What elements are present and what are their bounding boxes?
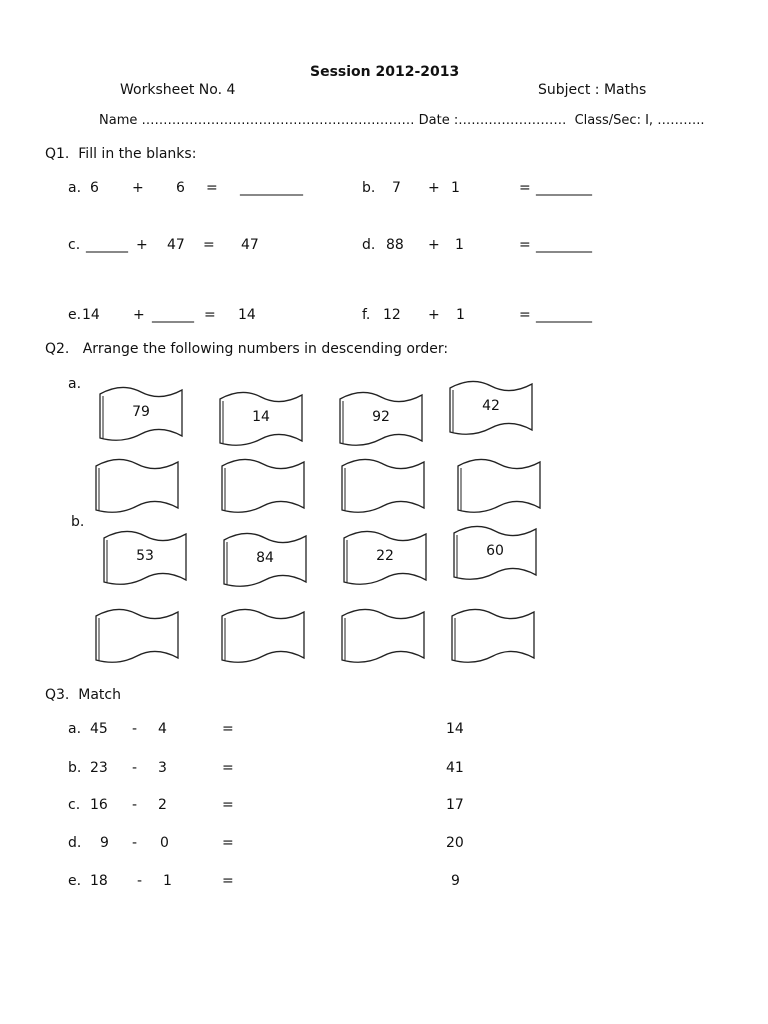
q1-operand-a: 7 xyxy=(392,180,401,196)
number-flag xyxy=(450,523,540,583)
q1-operand-b: 1 xyxy=(455,237,464,253)
q3-match-option[interactable]: 17 xyxy=(446,797,464,813)
q1-operand-b: 6 xyxy=(176,180,185,196)
number-flag xyxy=(100,528,190,588)
number-flag xyxy=(340,528,430,588)
number-flag xyxy=(220,530,310,590)
q3-operand-b: 0 xyxy=(160,835,169,851)
flag-number: 79 xyxy=(132,404,150,420)
q1-answer-blank[interactable]: ________ xyxy=(536,180,592,196)
q1-operand-a: 6 xyxy=(90,180,99,196)
q2-set-a-label: a. xyxy=(68,376,82,392)
q1-operator: + xyxy=(428,307,440,323)
q1-equals: = xyxy=(204,307,216,323)
q1-answer-blank[interactable]: ________ xyxy=(536,237,592,253)
q3-operator: - xyxy=(132,797,138,813)
q3-match-option[interactable]: 20 xyxy=(446,835,464,851)
q1-answer-blank[interactable]: ________ xyxy=(536,307,592,323)
q2-set-b-label: b. xyxy=(71,514,85,530)
q3-equals: = xyxy=(222,760,234,776)
number-flag xyxy=(96,384,186,444)
q1-operand-b: 1 xyxy=(456,307,465,323)
q1-operand-b: 1 xyxy=(451,180,460,196)
q1-item-label: e. xyxy=(68,307,82,323)
flag-number: 92 xyxy=(372,409,390,425)
q1-item-label: b. xyxy=(362,180,376,196)
q1-operator: + xyxy=(132,180,144,196)
q3-item-label: e. xyxy=(68,873,82,889)
q1-item-label: a. xyxy=(68,180,82,196)
q2-title: Q2. Arrange the following numbers in descending order: xyxy=(45,341,449,357)
q3-operand-a: 23 xyxy=(90,760,108,776)
q1-equals: = xyxy=(519,307,531,323)
q3-operand-a: 16 xyxy=(90,797,108,813)
number-flag xyxy=(336,389,426,449)
q3-equals: = xyxy=(222,721,234,737)
q3-equals: = xyxy=(222,835,234,851)
flag-number: 53 xyxy=(136,548,154,564)
q3-title: Q3. Match xyxy=(45,687,121,703)
q3-equals: = xyxy=(222,797,234,813)
worksheet-number: Worksheet No. 4 xyxy=(120,82,236,98)
q1-equals: = xyxy=(519,237,531,253)
q3-operand-b: 4 xyxy=(158,721,167,737)
q1-equals: = xyxy=(206,180,218,196)
q3-operand-b: 1 xyxy=(163,873,172,889)
q1-operand-a: 14 xyxy=(82,307,100,323)
answer-flag[interactable] xyxy=(218,606,308,666)
answer-flag[interactable] xyxy=(218,456,308,516)
q3-equals: = xyxy=(222,873,234,889)
flag-number: 14 xyxy=(252,409,270,425)
q3-item-label: b. xyxy=(68,760,82,776)
answer-flag[interactable] xyxy=(454,456,544,516)
q1-answer-blank[interactable]: ______ xyxy=(86,237,128,253)
q1-result: 14 xyxy=(238,307,256,323)
q1-operator: + xyxy=(133,307,145,323)
q3-operand-a: 18 xyxy=(90,873,108,889)
session-title: Session 2012-2013 xyxy=(310,64,460,80)
q3-operand-a: 45 xyxy=(90,721,108,737)
flag-number: 84 xyxy=(256,550,274,566)
q1-operand-a: 88 xyxy=(386,237,404,253)
q3-match-option[interactable]: 9 xyxy=(451,873,460,889)
number-flag xyxy=(446,378,536,438)
q3-operand-b: 3 xyxy=(158,760,167,776)
answer-flag[interactable] xyxy=(92,606,182,666)
q3-item-label: a. xyxy=(68,721,82,737)
q3-operator: - xyxy=(137,873,143,889)
subject-label: Subject : Maths xyxy=(538,82,647,98)
q1-operator: + xyxy=(428,180,440,196)
q3-match-option[interactable]: 14 xyxy=(446,721,464,737)
answer-flag[interactable] xyxy=(338,606,428,666)
q1-operand-a: 12 xyxy=(383,307,401,323)
q3-operand-a: 9 xyxy=(100,835,109,851)
q3-operator: - xyxy=(132,835,138,851)
q1-equals: = xyxy=(519,180,531,196)
answer-flag[interactable] xyxy=(448,606,538,666)
q3-operand-b: 2 xyxy=(158,797,167,813)
q1-operator: + xyxy=(428,237,440,253)
q1-operand-b: 47 xyxy=(167,237,185,253)
number-flag xyxy=(216,389,306,449)
flag-number: 42 xyxy=(482,398,500,414)
q3-operator: - xyxy=(132,760,138,776)
q1-answer-blank[interactable]: ______ xyxy=(152,307,194,323)
q1-answer-blank[interactable]: _________ xyxy=(240,180,303,196)
flag-number: 22 xyxy=(376,548,394,564)
answer-flag[interactable] xyxy=(92,456,182,516)
name-date-class-line: Name ……………………………………………………… Date :…….……………… Class/Sec: I, ……….. xyxy=(99,113,705,128)
q1-item-label: d. xyxy=(362,237,376,253)
q1-operator: + xyxy=(136,237,148,253)
q3-match-option[interactable]: 41 xyxy=(446,760,464,776)
q3-item-label: c. xyxy=(68,797,81,813)
q1-result: 47 xyxy=(241,237,259,253)
answer-flag[interactable] xyxy=(338,456,428,516)
q3-item-label: d. xyxy=(68,835,82,851)
q1-equals: = xyxy=(203,237,215,253)
q1-title: Q1. Fill in the blanks: xyxy=(45,146,197,162)
q3-operator: - xyxy=(132,721,138,737)
q1-item-label: f. xyxy=(362,307,371,323)
flag-number: 60 xyxy=(486,543,504,559)
q1-item-label: c. xyxy=(68,237,81,253)
